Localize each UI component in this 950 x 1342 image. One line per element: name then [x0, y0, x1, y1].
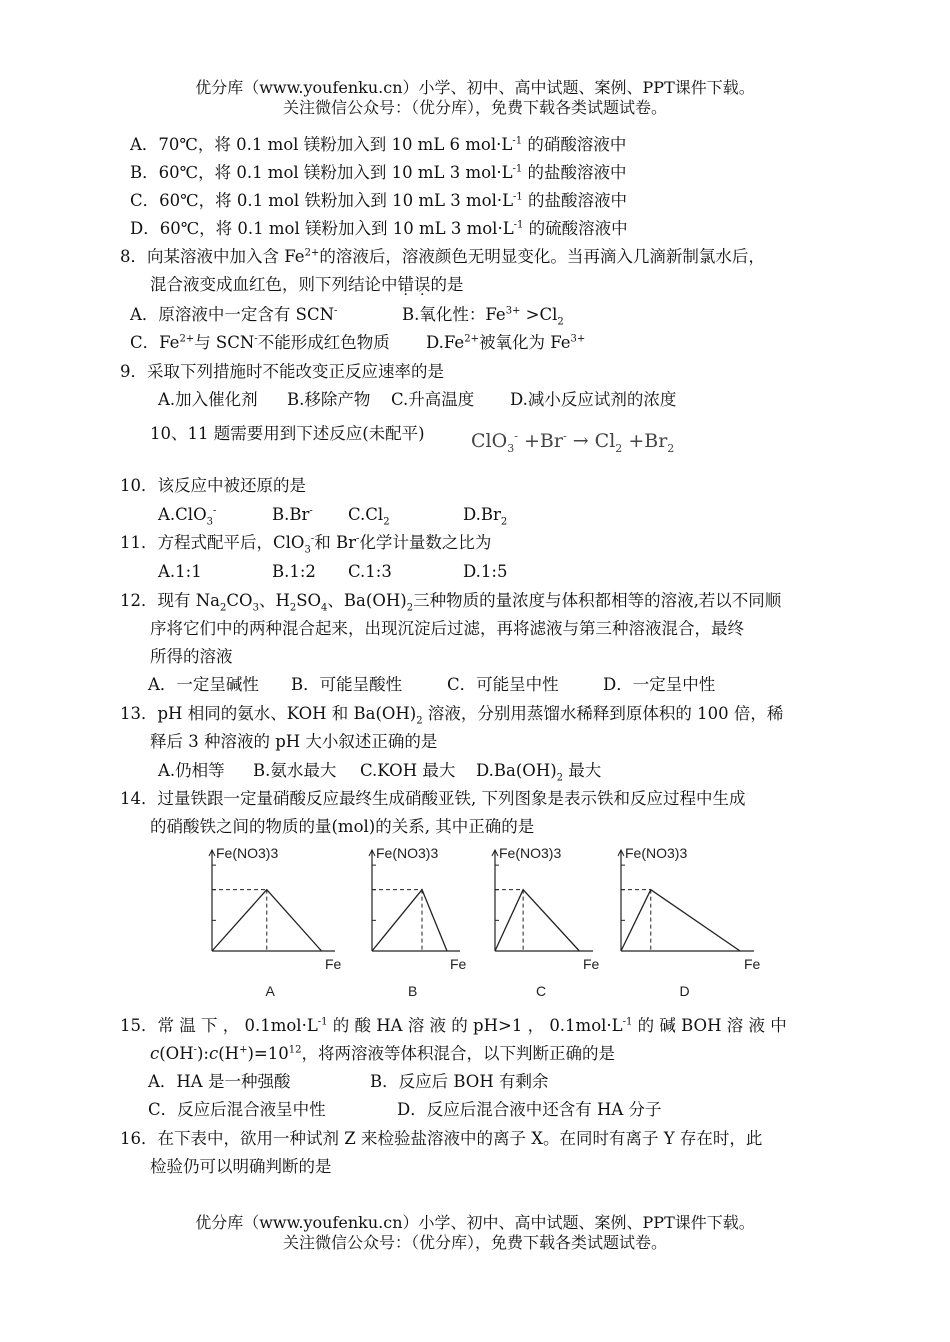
q15-option-a: A．HA 是一种强酸 — [148, 1072, 291, 1091]
q8-stem-line1: 8．向某溶液中加入含 $Fe^{2+}$的溶液后，溶液颜色无明显变化。当再滴入几滴新制氯水后， — [120, 247, 765, 266]
q10-option-c: $C.Cl_2$ — [348, 505, 390, 528]
q12-option-a: A．一定呈碱性 — [148, 675, 259, 694]
q9-option-b: B.移除产物 — [287, 390, 371, 409]
chart-c-xlabel: Fe — [583, 956, 600, 972]
chart-d-series-line — [621, 890, 740, 951]
q15-option-b: B．反应后 BOH 有剩余 — [370, 1072, 549, 1091]
q7-option-a: A．70℃，将 0.1 mol 镁粉加入到 10 mL 6 $mol\cdot L^{-1}$ 的硝酸溶液中 — [130, 135, 627, 154]
chart-c-series-line — [495, 890, 579, 951]
q12-option-b: B．可能呈酸性 — [291, 675, 403, 694]
chart-b-series-line — [372, 890, 447, 951]
q11-option-a: A.1:1 — [158, 562, 202, 581]
q13-stem-line1: 13．pH 相同的氨水、KOH 和 $Ba(OH)_2$ 溶液，分别用蒸馏水稀释到原体积的 100 倍，稀 — [120, 704, 784, 727]
q12-stem-line3: 所得的溶液 — [150, 647, 233, 666]
q13-option-d: $D.Ba(OH)_2$ 最大 — [476, 761, 602, 784]
q14-stem-line1: 14．过量铁跟一定量硝酸反应最终生成硝酸亚铁, 下列图象是表示铁和反应过程中生成 — [120, 789, 746, 808]
chart-b-ylabel: Fe(NO3)3 — [376, 845, 439, 861]
chart-c-ylabel: Fe(NO3)3 — [499, 845, 562, 861]
q15-option-d: D．反应后混合液中还含有 HA 分子 — [397, 1100, 662, 1119]
q8-option-d: $D.Fe^{2+}$被氧化为 $Fe^{3+}$ — [426, 333, 586, 352]
q12-stem-line2: 序将它们中的两种混合起来，出现沉淀后过滤，再将滤液与第三种溶液混合，最终 — [150, 619, 744, 638]
q16-stem-line2: 检验仍可以明确判断的是 — [150, 1157, 332, 1176]
q16-stem-line1: 16．在下表中，欲用一种试剂 Z 来检验盐溶液中的离子 X。在同时有离子 Y 存在时，此 — [120, 1129, 763, 1148]
q11-stem: 11．方程式配平后，ClO$_3$-和 Br-化学计量数之比为 — [120, 533, 492, 556]
q10-option-b: B.Br- — [272, 505, 313, 524]
q9-option-c: C.升高温度 — [391, 390, 475, 409]
q11-option-d: D.1:5 — [463, 562, 508, 581]
q10-option-d: $D.Br_2$ — [463, 505, 508, 528]
q9-stem: 9．采取下列措施时不能改变正反应速率的是 — [120, 362, 444, 381]
chart-d-caption: D — [679, 983, 690, 999]
chart-a-caption: A — [265, 983, 275, 999]
q8-option-a: A．原溶液中一定含有 SCN- — [130, 305, 338, 324]
q13-option-b: B.氨水最大 — [253, 761, 337, 780]
q7-option-b: B．60℃，将 0.1 mol 镁粉加入到 10 mL 3 $mol\cdot L^{-1}$ 的盐酸溶液中 — [130, 163, 627, 182]
page-header-line1: 优分库（www.youfenku.cn）小学、初中、高中试题、案例、PPT课件下载。 — [195, 78, 755, 97]
q13-option-c: C.KOH 最大 — [360, 761, 456, 780]
q14-stem-line2: 的硝酸铁之间的物质的量(mol)的关系, 其中正确的是 — [150, 817, 535, 836]
chart-a-xlabel: Fe — [325, 956, 342, 972]
q14-charts — [0, 838, 950, 1008]
q9-option-d: D.减小反应试剂的浓度 — [510, 390, 677, 409]
page-header-line2: 关注微信公众号：（优分库），免费下载各类试题试卷。 — [282, 98, 667, 117]
q11-option-c: C.1:3 — [348, 562, 392, 581]
chart-d-xlabel: Fe — [744, 956, 761, 972]
reaction-equation: $ClO_3^- +Br^- \to Cl_2 +Br_2$ — [471, 429, 675, 455]
q9-option-a: A.加入催化剂 — [158, 390, 258, 409]
q12-option-d: D．一定呈中性 — [603, 675, 716, 694]
q7-option-c: C．60℃，将 0.1 mol 铁粉加入到 10 mL 3 $mol\cdot L^{-1}$ 的盐酸溶液中 — [130, 191, 628, 210]
page-footer-line2: 关注微信公众号：（优分库），免费下载各类试题试卷。 — [282, 1233, 667, 1252]
q8-option-b: B.氧化性：$Fe^{3+} >Cl_2$ — [402, 305, 564, 328]
q11-option-b: B.1:2 — [272, 562, 316, 581]
q10-11-intro: 10、11 题需要用到下述反应(未配平) — [150, 424, 425, 443]
q10-option-a: A.ClO$_3$- — [158, 505, 217, 528]
q13-stem-line2: 释后 3 种溶液的 pH 大小叙述正确的是 — [150, 732, 438, 751]
q12-stem-line1: 12．现有 $Na_2CO_3$、$H_2SO_4$、$Ba(OH)_2$三种物质的量浓度与体积都相等的溶液,若以不同顺 — [120, 591, 782, 614]
q13-option-a: A.仍相等 — [158, 761, 225, 780]
chart-d-ylabel: Fe(NO3)3 — [625, 845, 688, 861]
q15-stem-line2: $c(OH^-):c(H^+)=10^{12}$，将两溶液等体积混合，以下判断正确的是 — [150, 1044, 615, 1063]
q15-option-c: C．反应后混合液呈中性 — [148, 1100, 326, 1119]
q8-option-c: C．$Fe^{2+}$与 SCN-不能形成红色物质 — [130, 333, 390, 352]
q12-option-c: C．可能呈中性 — [447, 675, 559, 694]
chart-c-caption: C — [536, 983, 547, 999]
chart-a-ylabel: Fe(NO3)3 — [216, 845, 279, 861]
q7-option-d: D．60℃，将 0.1 mol 镁粉加入到 10 mL 3 $mol\cdot L^{-1}$ 的硫酸溶液中 — [130, 219, 628, 238]
q8-stem-line2: 混合液变成血红色，则下列结论中错误的是 — [150, 275, 464, 294]
q15-stem-line1: 15．常 温 下 ， $0.1mol\cdot L^{-1}$ 的 酸 HA 溶 液 的 pH>1 ， $0.1mol\cdot L^{-1}$ 的 碱 BOH 溶 液 中 — [120, 1016, 787, 1035]
page-footer-line1: 优分库（www.youfenku.cn）小学、初中、高中试题、案例、PPT课件下载。 — [195, 1213, 755, 1232]
chart-b-xlabel: Fe — [450, 956, 467, 972]
chart-b-caption: B — [408, 983, 418, 999]
q10-stem: 10．该反应中被还原的是 — [120, 476, 306, 495]
